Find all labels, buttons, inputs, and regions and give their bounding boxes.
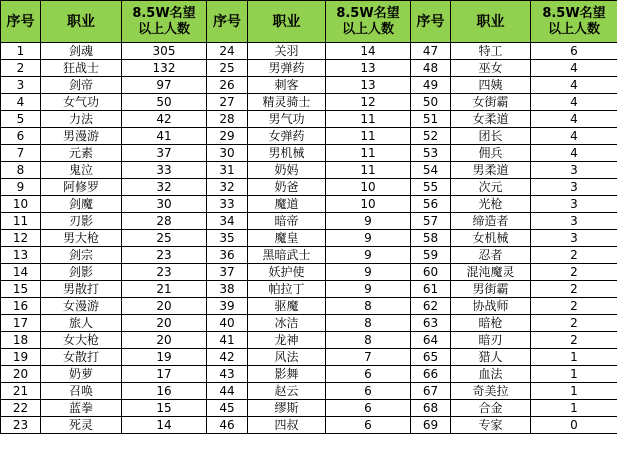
cell-seq[interactable]: 12 — [1, 230, 41, 247]
cell-count[interactable]: 2 — [531, 332, 617, 349]
cell-job[interactable]: 专家 — [451, 417, 531, 434]
cell-count[interactable]: 6 — [326, 383, 411, 400]
cell-seq[interactable]: 37 — [207, 264, 248, 281]
cell-seq[interactable]: 69 — [411, 417, 451, 434]
table-row — [1, 332, 617, 349]
cell-seq[interactable]: 61 — [411, 281, 451, 298]
cell-count[interactable]: 6 — [531, 43, 617, 60]
cell-seq[interactable]: 15 — [1, 281, 41, 298]
table-row — [1, 94, 617, 111]
cell-count[interactable]: 9 — [326, 281, 411, 298]
cell-count[interactable]: 4 — [531, 111, 617, 128]
table-row — [1, 366, 617, 383]
cell-count[interactable]: 6 — [326, 400, 411, 417]
cell-job[interactable]: 奇美拉 — [451, 383, 531, 400]
cell-seq[interactable]: 17 — [1, 315, 41, 332]
table-row — [1, 162, 617, 179]
cell-seq[interactable]: 14 — [1, 264, 41, 281]
table-row — [1, 400, 617, 417]
table-row — [1, 128, 617, 145]
cell-seq[interactable]: 30 — [207, 145, 248, 162]
table-body — [1, 43, 617, 434]
cell-count[interactable]: 9 — [326, 264, 411, 281]
cell-seq[interactable]: 26 — [207, 77, 248, 94]
cell-seq[interactable]: 5 — [1, 111, 41, 128]
cell-count[interactable]: 4 — [531, 60, 617, 77]
cell-job[interactable]: 刺客 — [248, 77, 326, 94]
header-seq[interactable]: 序号 — [207, 1, 248, 43]
cell-seq[interactable]: 19 — [1, 349, 41, 366]
cell-job[interactable]: 鬼泣 — [41, 162, 122, 179]
cell-seq[interactable]: 47 — [411, 43, 451, 60]
cell-job[interactable]: 男机械 — [248, 145, 326, 162]
cell-seq[interactable]: 64 — [411, 332, 451, 349]
cell-job[interactable]: 女漫游 — [41, 298, 122, 315]
cell-seq[interactable]: 10 — [1, 196, 41, 213]
cell-job[interactable]: 协战师 — [451, 298, 531, 315]
cell-seq[interactable]: 52 — [411, 128, 451, 145]
cell-job[interactable]: 猎人 — [451, 349, 531, 366]
cell-seq[interactable]: 57 — [411, 213, 451, 230]
cell-job[interactable]: 奶爸 — [248, 179, 326, 196]
cell-seq[interactable]: 43 — [207, 366, 248, 383]
cell-count[interactable]: 2 — [531, 247, 617, 264]
cell-job[interactable]: 关羽 — [248, 43, 326, 60]
cell-count[interactable]: 14 — [326, 43, 411, 60]
cell-job[interactable]: 元素 — [41, 145, 122, 162]
cell-job[interactable]: 男散打 — [41, 281, 122, 298]
cell-job[interactable]: 影舞 — [248, 366, 326, 383]
cell-seq[interactable]: 11 — [1, 213, 41, 230]
cell-job[interactable]: 女弹药 — [248, 128, 326, 145]
cell-seq[interactable]: 8 — [1, 162, 41, 179]
table-row — [1, 298, 617, 315]
cell-count[interactable]: 19 — [122, 349, 207, 366]
cell-job[interactable]: 光枪 — [451, 196, 531, 213]
cell-seq[interactable]: 6 — [1, 128, 41, 145]
cell-seq[interactable]: 42 — [207, 349, 248, 366]
cell-seq[interactable]: 7 — [1, 145, 41, 162]
cell-count[interactable]: 1 — [531, 349, 617, 366]
cell-seq[interactable]: 34 — [207, 213, 248, 230]
cell-count[interactable]: 28 — [122, 213, 207, 230]
table-row — [1, 43, 617, 60]
cell-seq[interactable]: 60 — [411, 264, 451, 281]
header-count-line2: 以上人数 — [341, 21, 394, 37]
cell-count[interactable]: 11 — [326, 162, 411, 179]
cell-job[interactable]: 特工 — [451, 43, 531, 60]
cell-count[interactable]: 13 — [326, 60, 411, 77]
table-row — [1, 247, 617, 264]
cell-seq[interactable]: 13 — [1, 247, 41, 264]
cell-job[interactable]: 剑魔 — [41, 196, 122, 213]
cell-count[interactable]: 33 — [122, 162, 207, 179]
cell-seq[interactable]: 18 — [1, 332, 41, 349]
cell-count[interactable]: 13 — [326, 77, 411, 94]
cell-job[interactable]: 合金 — [451, 400, 531, 417]
header-seq[interactable]: 序号 — [411, 1, 451, 43]
cell-seq[interactable]: 29 — [207, 128, 248, 145]
cell-count[interactable]: 9 — [326, 213, 411, 230]
cell-count[interactable]: 132 — [122, 60, 207, 77]
table-row — [1, 230, 617, 247]
cell-seq[interactable]: 22 — [1, 400, 41, 417]
cell-count[interactable]: 23 — [122, 264, 207, 281]
table-row — [1, 383, 617, 400]
cell-seq[interactable]: 62 — [411, 298, 451, 315]
cell-count[interactable]: 97 — [122, 77, 207, 94]
cell-job[interactable]: 黑暗武士 — [248, 247, 326, 264]
cell-count[interactable]: 9 — [326, 230, 411, 247]
header-count-line1: 8.5W名望 — [132, 5, 196, 21]
cell-seq[interactable]: 39 — [207, 298, 248, 315]
table-row — [1, 213, 617, 230]
cell-job[interactable]: 忍者 — [451, 247, 531, 264]
cell-job[interactable]: 魔皇 — [248, 230, 326, 247]
cell-job[interactable]: 缪斯 — [248, 400, 326, 417]
table-row — [1, 77, 617, 94]
cell-seq[interactable]: 16 — [1, 298, 41, 315]
header-count[interactable] — [531, 1, 617, 43]
table-row — [1, 111, 617, 128]
cell-job[interactable]: 混沌魔灵 — [451, 264, 531, 281]
cell-job[interactable]: 魔道 — [248, 196, 326, 213]
table-row — [1, 179, 617, 196]
cell-seq[interactable]: 33 — [207, 196, 248, 213]
cell-count[interactable]: 3 — [531, 230, 617, 247]
cell-job[interactable]: 帕拉丁 — [248, 281, 326, 298]
cell-job[interactable]: 女机械 — [451, 230, 531, 247]
table-row — [1, 349, 617, 366]
cell-count[interactable]: 2 — [531, 264, 617, 281]
cell-count[interactable]: 20 — [122, 332, 207, 349]
cell-seq[interactable]: 4 — [1, 94, 41, 111]
cell-count[interactable]: 10 — [326, 196, 411, 213]
table-row — [1, 315, 617, 332]
header-count-line2: 以上人数 — [547, 21, 600, 37]
cell-seq[interactable]: 58 — [411, 230, 451, 247]
cell-count[interactable]: 23 — [122, 247, 207, 264]
cell-count[interactable]: 10 — [326, 179, 411, 196]
cell-seq[interactable]: 25 — [207, 60, 248, 77]
cell-job[interactable]: 风法 — [248, 349, 326, 366]
cell-job[interactable]: 男气功 — [248, 111, 326, 128]
cell-job[interactable]: 次元 — [451, 179, 531, 196]
cell-count[interactable]: 1 — [531, 366, 617, 383]
cell-job[interactable]: 刃影 — [41, 213, 122, 230]
cell-count[interactable]: 4 — [531, 77, 617, 94]
cell-count[interactable]: 3 — [531, 162, 617, 179]
header-count-line1: 8.5W名望 — [336, 5, 400, 21]
table-row — [1, 417, 617, 434]
cell-seq[interactable]: 41 — [207, 332, 248, 349]
cell-seq[interactable]: 40 — [207, 315, 248, 332]
cell-count[interactable]: 15 — [122, 400, 207, 417]
cell-seq[interactable]: 35 — [207, 230, 248, 247]
cell-seq[interactable]: 53 — [411, 145, 451, 162]
cell-job[interactable]: 血法 — [451, 366, 531, 383]
cell-count[interactable]: 1 — [531, 400, 617, 417]
cell-count[interactable]: 37 — [122, 145, 207, 162]
header-job[interactable]: 职业 — [451, 1, 531, 43]
cell-seq[interactable]: 50 — [411, 94, 451, 111]
cell-seq[interactable]: 28 — [207, 111, 248, 128]
cell-seq[interactable]: 27 — [207, 94, 248, 111]
cell-job[interactable]: 女气功 — [41, 94, 122, 111]
cell-count[interactable]: 4 — [531, 128, 617, 145]
cell-seq[interactable]: 36 — [207, 247, 248, 264]
header-count-line1: 8.5W名望 — [542, 5, 606, 21]
cell-job[interactable]: 男柔道 — [451, 162, 531, 179]
cell-job[interactable]: 女街霸 — [451, 94, 531, 111]
cell-job[interactable]: 女散打 — [41, 349, 122, 366]
cell-job[interactable]: 召唤 — [41, 383, 122, 400]
cell-seq[interactable]: 38 — [207, 281, 248, 298]
cell-seq[interactable]: 49 — [411, 77, 451, 94]
cell-count[interactable]: 305 — [122, 43, 207, 60]
table-row — [1, 264, 617, 281]
header-row — [1, 1, 617, 43]
cell-job[interactable]: 蓝拳 — [41, 400, 122, 417]
cell-count[interactable]: 21 — [122, 281, 207, 298]
cell-count[interactable]: 14 — [122, 417, 207, 434]
cell-count[interactable]: 11 — [326, 111, 411, 128]
cell-job[interactable]: 男大枪 — [41, 230, 122, 247]
header-seq[interactable]: 序号 — [1, 1, 41, 43]
cell-job[interactable]: 男弹药 — [248, 60, 326, 77]
cell-job[interactable]: 佣兵 — [451, 145, 531, 162]
table-row — [1, 281, 617, 298]
cell-count[interactable]: 2 — [531, 281, 617, 298]
cell-seq[interactable]: 44 — [207, 383, 248, 400]
cell-seq[interactable]: 59 — [411, 247, 451, 264]
cell-count[interactable]: 7 — [326, 349, 411, 366]
cell-seq[interactable]: 2 — [1, 60, 41, 77]
cell-job[interactable]: 奶妈 — [248, 162, 326, 179]
cell-count[interactable]: 8 — [326, 315, 411, 332]
cell-seq[interactable]: 9 — [1, 179, 41, 196]
header-job[interactable]: 职业 — [248, 1, 326, 43]
cell-count[interactable]: 4 — [531, 94, 617, 111]
cell-job[interactable]: 力法 — [41, 111, 122, 128]
cell-count[interactable]: 17 — [122, 366, 207, 383]
cell-job[interactable]: 精灵骑士 — [248, 94, 326, 111]
cell-count[interactable]: 3 — [531, 213, 617, 230]
cell-job[interactable]: 奶萝 — [41, 366, 122, 383]
cell-count[interactable]: 20 — [122, 315, 207, 332]
cell-count[interactable]: 3 — [531, 196, 617, 213]
cell-job[interactable]: 剑影 — [41, 264, 122, 281]
cell-seq[interactable]: 55 — [411, 179, 451, 196]
header-job[interactable]: 职业 — [41, 1, 122, 43]
table-row — [1, 196, 617, 213]
cell-job[interactable]: 阿修罗 — [41, 179, 122, 196]
cell-count[interactable]: 8 — [326, 332, 411, 349]
cell-job[interactable]: 旅人 — [41, 315, 122, 332]
cell-seq[interactable]: 48 — [411, 60, 451, 77]
cell-job[interactable]: 团长 — [451, 128, 531, 145]
header-count[interactable] — [326, 1, 411, 43]
cell-count[interactable]: 16 — [122, 383, 207, 400]
header-count-line2: 以上人数 — [137, 21, 190, 37]
cell-job[interactable]: 冰洁 — [248, 315, 326, 332]
cell-job[interactable]: 暗帝 — [248, 213, 326, 230]
cell-job[interactable]: 死灵 — [41, 417, 122, 434]
cell-job[interactable]: 龙神 — [248, 332, 326, 349]
cell-job[interactable]: 四姨 — [451, 77, 531, 94]
cell-seq[interactable]: 21 — [1, 383, 41, 400]
cell-job[interactable]: 妖护使 — [248, 264, 326, 281]
cell-count[interactable]: 32 — [122, 179, 207, 196]
cell-job[interactable]: 女柔道 — [451, 111, 531, 128]
cell-seq[interactable]: 24 — [207, 43, 248, 60]
cell-count[interactable]: 30 — [122, 196, 207, 213]
cell-seq[interactable]: 68 — [411, 400, 451, 417]
cell-seq[interactable]: 46 — [207, 417, 248, 434]
cell-job[interactable]: 巫女 — [451, 60, 531, 77]
cell-job[interactable]: 男漫游 — [41, 128, 122, 145]
cell-job[interactable]: 驱魔 — [248, 298, 326, 315]
cell-seq[interactable]: 67 — [411, 383, 451, 400]
cell-job[interactable]: 剑宗 — [41, 247, 122, 264]
cell-count[interactable]: 11 — [326, 128, 411, 145]
cell-seq[interactable]: 1 — [1, 43, 41, 60]
cell-job[interactable]: 男街霸 — [451, 281, 531, 298]
cell-seq[interactable]: 63 — [411, 315, 451, 332]
cell-seq[interactable]: 54 — [411, 162, 451, 179]
cell-seq[interactable]: 51 — [411, 111, 451, 128]
cell-job[interactable]: 暗刃 — [451, 332, 531, 349]
cell-count[interactable]: 6 — [326, 366, 411, 383]
cell-count[interactable]: 2 — [531, 315, 617, 332]
cell-job[interactable]: 女大枪 — [41, 332, 122, 349]
cell-count[interactable]: 9 — [326, 247, 411, 264]
cell-count[interactable]: 8 — [326, 298, 411, 315]
cell-seq[interactable]: 45 — [207, 400, 248, 417]
cell-seq[interactable]: 23 — [1, 417, 41, 434]
cell-job[interactable]: 剑帝 — [41, 77, 122, 94]
cell-job[interactable]: 暗枪 — [451, 315, 531, 332]
cell-count[interactable]: 25 — [122, 230, 207, 247]
cell-job[interactable]: 赵云 — [248, 383, 326, 400]
cell-count[interactable]: 4 — [531, 145, 617, 162]
cell-count[interactable]: 11 — [326, 145, 411, 162]
cell-seq[interactable]: 66 — [411, 366, 451, 383]
table-row — [1, 60, 617, 77]
cell-job[interactable]: 四叔 — [248, 417, 326, 434]
cell-seq[interactable]: 32 — [207, 179, 248, 196]
cell-seq[interactable]: 65 — [411, 349, 451, 366]
cell-seq[interactable]: 31 — [207, 162, 248, 179]
cell-job[interactable]: 缔造者 — [451, 213, 531, 230]
cell-count[interactable]: 42 — [122, 111, 207, 128]
cell-count[interactable]: 12 — [326, 94, 411, 111]
cell-count[interactable]: 41 — [122, 128, 207, 145]
header-count[interactable] — [122, 1, 207, 43]
cell-count[interactable]: 20 — [122, 298, 207, 315]
cell-job[interactable]: 剑魂 — [41, 43, 122, 60]
cell-count[interactable]: 2 — [531, 298, 617, 315]
cell-count[interactable]: 6 — [326, 417, 411, 434]
cell-job[interactable]: 狂战士 — [41, 60, 122, 77]
cell-count[interactable]: 3 — [531, 179, 617, 196]
cell-count[interactable]: 0 — [531, 417, 617, 434]
cell-count[interactable]: 50 — [122, 94, 207, 111]
cell-seq[interactable]: 3 — [1, 77, 41, 94]
cell-count[interactable]: 1 — [531, 383, 617, 400]
cell-seq[interactable]: 56 — [411, 196, 451, 213]
cell-seq[interactable]: 20 — [1, 366, 41, 383]
table-row — [1, 145, 617, 162]
